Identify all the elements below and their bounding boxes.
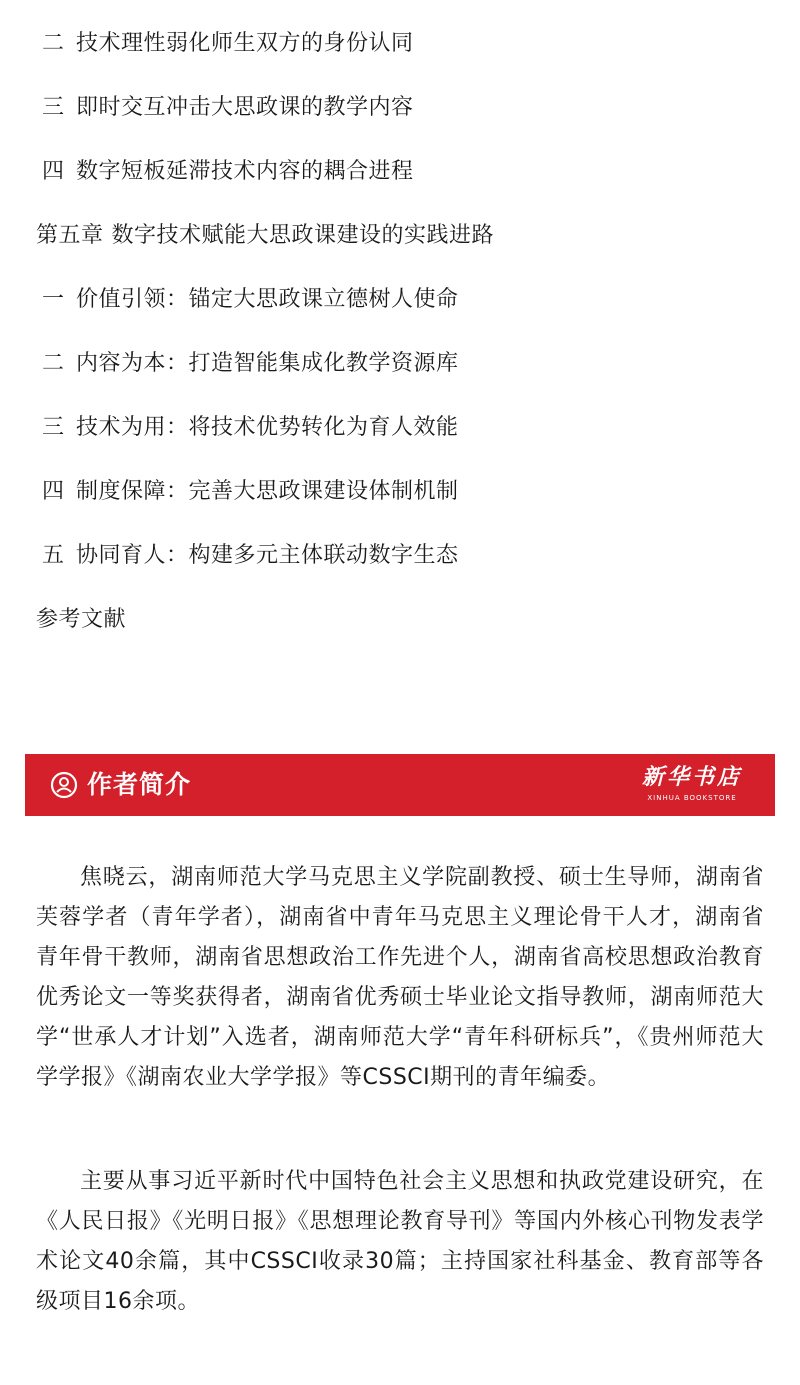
toc-item-text: 制度保障：完善大思政课建设体制机制 bbox=[76, 479, 459, 504]
chapter-title: 数字技术赋能大思政课建设的实践进路 bbox=[111, 223, 495, 248]
toc-item bbox=[36, 88, 414, 128]
logo-chinese: 新华书店 bbox=[641, 764, 742, 790]
toc-item-number: 三 bbox=[42, 415, 65, 440]
author-intro-banner bbox=[25, 754, 775, 816]
toc-item bbox=[36, 24, 414, 64]
toc-chapter-5 bbox=[36, 216, 494, 256]
toc-item bbox=[36, 536, 459, 576]
toc-item-number: 四 bbox=[42, 159, 65, 184]
chapter-label: 第五章 bbox=[36, 223, 104, 248]
toc-item-number: 一 bbox=[42, 287, 65, 312]
toc-item-text: 协同育人：构建多元主体联动数字生态 bbox=[76, 543, 459, 568]
toc-item-number: 二 bbox=[42, 351, 65, 376]
xinhua-bookstore-logo bbox=[637, 762, 747, 810]
toc-item-text: 即时交互冲击大思政课的教学内容 bbox=[76, 95, 414, 120]
toc-item bbox=[36, 280, 459, 320]
toc-item bbox=[36, 344, 459, 384]
toc-references: 参考文献 bbox=[36, 607, 127, 632]
toc-item-number: 三 bbox=[42, 95, 65, 120]
user-circle-icon bbox=[50, 771, 78, 799]
toc-item-number: 四 bbox=[42, 479, 65, 504]
toc-item-text: 数字短板延滞技术内容的耦合进程 bbox=[76, 159, 414, 184]
banner-title: 作者简介 bbox=[87, 770, 192, 799]
toc-item-text: 内容为本：打造智能集成化教学资源库 bbox=[76, 351, 459, 376]
toc-item bbox=[36, 408, 459, 448]
toc-item-text: 技术为用：将技术优势转化为育人效能 bbox=[76, 415, 459, 440]
author-bio-paragraph: 焦晓云，湖南师范大学马克思主义学院副教授、硕士生导师，湖南省芙蓉学者（青年学者），湖南省中青年马克思主义理论骨干人才，湖南省青年骨干教师，湖南省思想政治工作先进个人，湖南省高校思想政治教育优秀论文一等奖获得者，湖南省优秀硕士毕业论文指导教师，湖南师范大学“世承人才计划”入选者，湖南师范大学“青年科研标兵”，《贵州师范大学学报》《湖南农业大学学报》等CSSCI期刊的青年编委。 bbox=[36, 865, 764, 1090]
toc-item bbox=[36, 152, 414, 192]
toc-item-text: 价值引领：锚定大思政课立德树人使命 bbox=[76, 287, 459, 312]
toc-item-text: 技术理性弱化师生双方的身份认同 bbox=[76, 31, 414, 56]
author-research-paragraph: 主要从事习近平新时代中国特色社会主义思想和执政党建设研究，在《人民日报》《光明日报》《思想理论教育导刊》等国内外核心刊物发表学术论文40余篇，其中CSSCI收录30篇；主持国家社科基金、教育部等各级项目16余项。 bbox=[36, 1169, 764, 1314]
toc-item-number: 五 bbox=[42, 543, 65, 568]
toc-item bbox=[36, 472, 459, 512]
logo-english: XINHUA BOOKSTORE bbox=[647, 794, 737, 802]
toc-item-number: 二 bbox=[42, 31, 65, 56]
